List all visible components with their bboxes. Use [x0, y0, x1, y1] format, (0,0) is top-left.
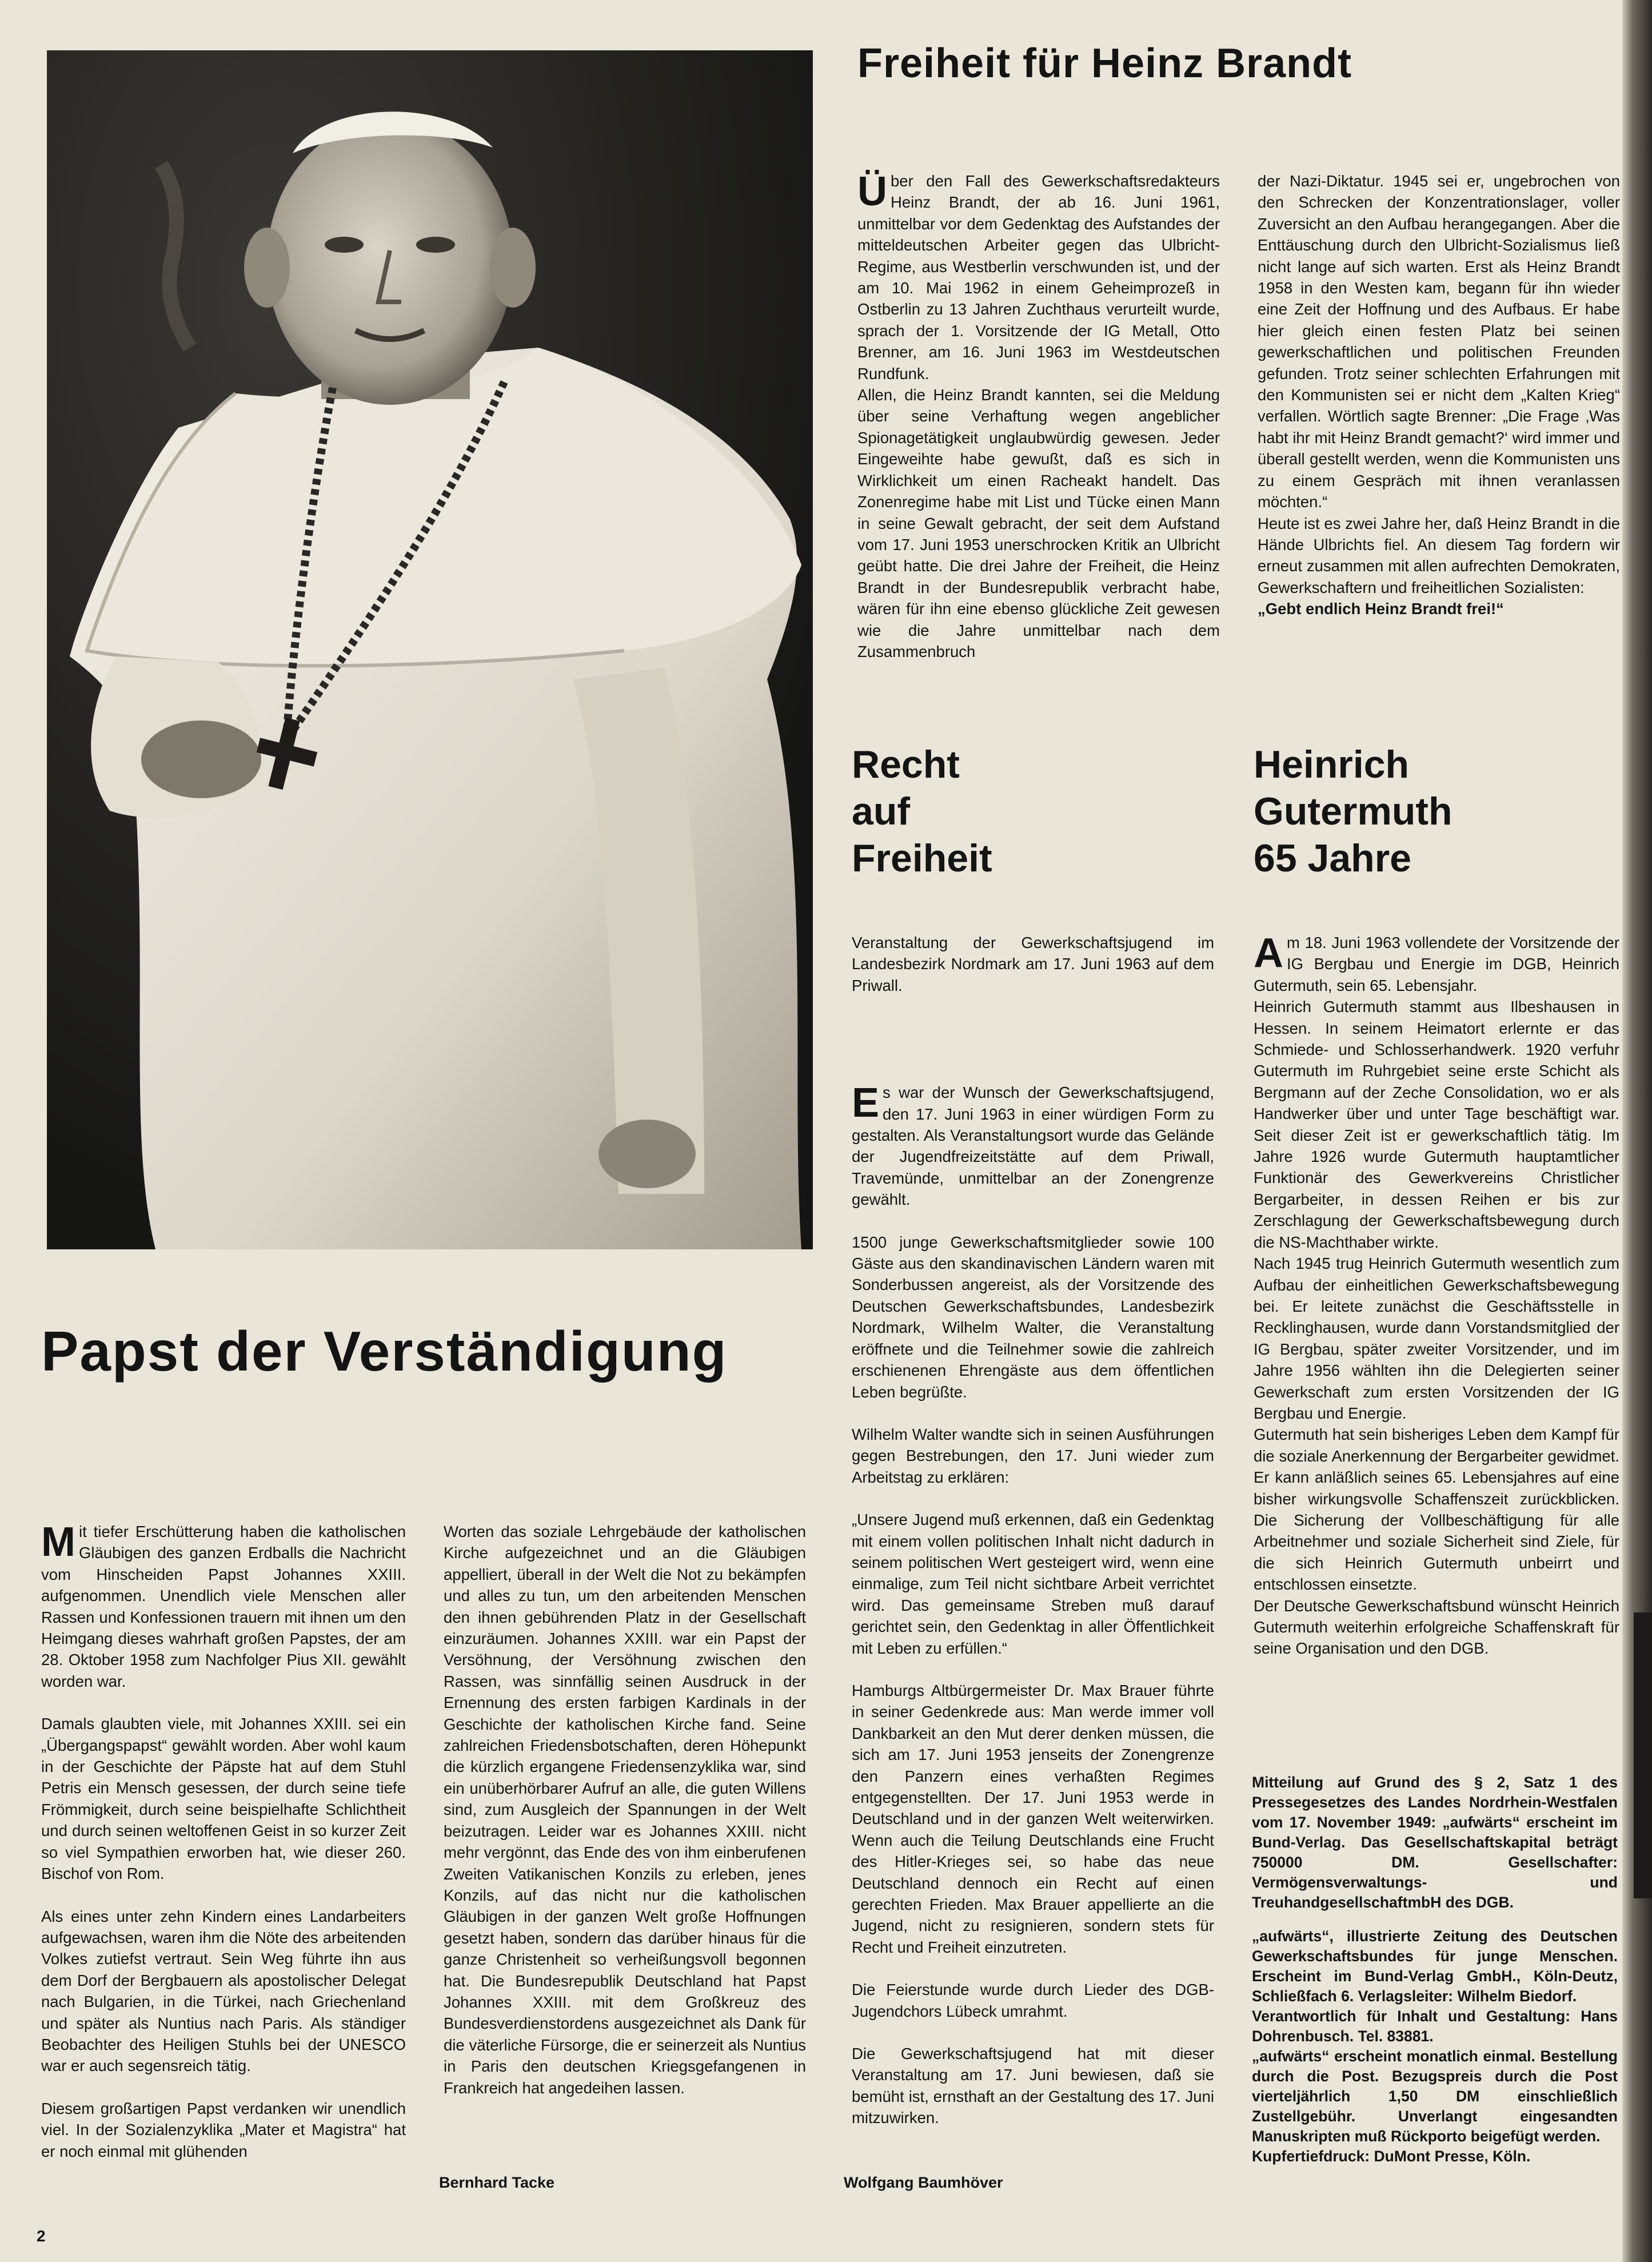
papst-paragraph-1: it tiefer Erschütterung haben die katholischen Gläubigen des ganzen Erdballs die Nachricht vom Hinscheiden Papst Johannes XXIII. aufgenommen. Unendlich viele Menschen aller Rassen und Konfessionen trauern mit ihnen um den Heimgang dieses wahrhaft großen Papstes, der am 28. Oktober 1958 zum Nachfolger Pius XII. gewählt worden war. — [41, 1523, 406, 1690]
title-line: Freiheit — [852, 837, 992, 880]
article-title-brandt: Freiheit für Heinz Brandt — [857, 41, 1352, 86]
papst-paragraph-5: Worten das soziale Lehrgebäude der katholischen Kirche aufgezeichnet und an die Gläubigen appelliert, überall in der Welt die Not zu bekämpfen und alles zu tun, um den arbeitenden Menschen den ihnen gebührenden Platz in der Gesellschaft einzuräumen. Johannes XXIII. war ein Papst der Versöhnung, der Versöhnung zwischen den Rassen, was sinnfällig seinen Ausdruck in der Ernennung des ersten farbigen Kardinals in der Geschichte der katholischen Kirche fand. Seine zahlreichen Friedensbotschaften, deren Höhepunkt die kürzlich ergangene Friedensenzyklika war, sind ein unüberhörbarer Aufruf an alle, die guten Willens sind, zum Ausgleich der Spannungen in der Welt beizutragen. Leider war es Johannes XXIII. nicht mehr vergönnt, das Ende des von ihm einberufenen Zweiten Vatikanischen Konzils zu erleben, jenes Konzils, auf das nicht nur die katholischen Gläubigen in der ganzen Welt große Hoffnungen gesetzt haben, sondern das darüber hinaus für die ganze Christenheit so verheißungsvoll begonnen hat. Die Bundesrepublik Deutschland hat Papst Johannes XXIII. mit dem Großkreuz des Bundesverdienstordens ausgezeichnet als Dank für die väterliche Fürsorge, die er seinerzeit als Nuntius in Paris den deutschen Kriegsgefangenen in Frankreich hat angedeihen lassen. — [444, 1523, 806, 2097]
recht-paragraph-4: „Unsere Jugend muß erkennen, daß ein Gedenktag mit einem vollen politischen Inhalt nicht dadurch in seinem politischen Wert gesteigert wird, wenn eine einmalige, zum Teil nicht sichtbare Arbeit verrichtet wird. Das gemeinsame Streben muß darauf gerichtet sein, den Gedenktag in aller Öffentlichkeit mit Leben zu erfüllen.“ — [852, 1511, 1214, 1657]
gutermuth-paragraph-1: m 18. Juni 1963 vollendete der Vorsitzende der IG Bergbau und Energie im DGB, Heinrich Gutermuth, sein 65. Lebensjahr. — [1254, 934, 1619, 994]
papst-paragraph-2: Damals glaubten viele, mit Johannes XXIII. sei ein „Übergangspapst“ gewählt worden. Aber wohl kaum in der Geschichte der Päpste hat auf dem Stuhl Petris ein Mensch gesessen, der durch seine tiefe Frömmigkeit, durch seine beispielhafte Schlichtheit und durch seinen weltoffenen Geist in so kurzer Zeit so viel Sympathien erworben hat, wie dieser 260. Bischof von Rom. — [41, 1715, 406, 1883]
brandt-paragraph-1: ber den Fall des Gewerkschaftsredakteurs Heinz Brandt, der ab 16. Juni 1961, unmittelbar vor dem Gedenktag des Aufstandes der mitteldeutschen Arbeiter gegen das Ulbricht-Regime, aus Westberlin verschwunden ist, und der am 10. Mai 1962 in einem Geheimprozeß in Ostberlin zu 13 Jahren Zuchthaus verurteilt wurde, sprach der 1. Vorsitzende der IG Metall, Otto Brenner, am 16. Juni 1963 im Westdeutschen Rundfunk. — [857, 172, 1220, 383]
recht-paragraph-5: Hamburgs Altbürgermeister Dr. Max Brauer führte in seiner Gedenkrede aus: Man werde immer voll Dankbarkeit an den Mut derer denken müssen, die sich am 17. Juni 1953 jenseits der Zonengrenze den Panzern eines verhaßten Regimes entgegenstellten. Der 17. Juni 1953 werde in Deutschland und in der ganzen Welt weiterwirken. Wenn auch die Teilung Deutschlands eine Frucht des Hitler-Krieges sei, so habe das neue Deutschland dennoch ein Recht auf einen gerechten Frieden. Max Brauer appellierte an die Jugend, nicht zu resignieren, sondern stets für Recht und Freiheit einzutreten. — [852, 1681, 1214, 1956]
brandt-slogan: „Gebt endlich Heinz Brandt frei!“ — [1258, 600, 1504, 618]
papst-column-2 — [444, 1521, 806, 2098]
gutermuth-paragraph-3: Nach 1945 trug Heinrich Gutermuth wesentlich zum Aufbau der einheitlichen Gewerkschaftsbewegung bei. Er leitete zunächst die Geschäftsstelle in Recklinghausen, wurde dann Vorstandsmitglied der IG Bergbau, später zweiter Vorsitzender, und im Jahre 1956 wählten ihn die Delegierten seiner Gewerkschaft zum ersten Vorsitzenden der IG Bergbau und Energie. — [1254, 1255, 1619, 1422]
title-line: auf — [852, 790, 910, 833]
title-line: Recht — [852, 743, 960, 786]
imprint-box — [1252, 1773, 1618, 2167]
pope-portrait-photo — [47, 50, 813, 1249]
title-line: 65 Jahre — [1254, 837, 1411, 880]
recht-paragraph-2: 1500 junge Gewerkschaftsmitglieder sowie 100 Gäste aus den skandinavischen Ländern waren mit Sonderbussen angereist, als der Vorsitzende des Deutschen Gewerkschaftsbundes, Landesbezirk Nordmark, Wilhelm Walter, die Veranstaltung eröffnete und die Teilnehmer sowie die zahlreich erschienenen Ehrengäste aus dem öffentlichen Leben begrüßte. — [852, 1233, 1214, 1401]
dropcap: M — [41, 1519, 75, 1565]
recht-column — [852, 932, 1214, 2129]
dropcap: E — [852, 1080, 880, 1126]
imprint-publisher: „aufwärts“, illustrierte Zeitung des Deutschen Gewerkschaftsbundes für junge Menschen. Erscheint im Bund-Verlag GmbH., Köln-Deutz, Schließfach 6. Verlagsleiter: Wilhelm Biedorf. — [1252, 1928, 1618, 2005]
dropcap: Ü — [857, 169, 887, 214]
article-title-gutermuth — [1254, 741, 1453, 882]
title-line: Heinrich — [1254, 743, 1410, 786]
recht-paragraph-1: s war der Wunsch der Gewerkschaftsjugend, den 17. Juni 1963 in einer würdigen Form zu gestalten. Als Veranstaltungsort wurde das Gelände der Jugendfreizeitstätte auf dem Priwall, Travemünde, unmittelbar an der Zonengrenze gewählt. — [852, 1084, 1214, 1209]
page-gutter-edge — [1622, 0, 1652, 2262]
imprint-legal: Mitteilung auf Grund des § 2, Satz 1 des Pressegesetzes des Landes Nordrhein-Westfalen vom 17. November 1949: „aufwärts“ erscheint im Bund-Verlag. Das Gesellschaftskapital beträgt 750000 DM. Gesellschafter: Vermögensverwaltungs- und TreuhandgesellschaftmbH des DGB. — [1252, 1774, 1618, 1911]
papst-paragraph-4: Diesem großartigen Papst verdanken wir unendlich viel. In der Sozialenzyklika „Mater et Magistra“ hat er noch einmal mit glühenden — [41, 2099, 406, 2160]
brandt-paragraph-2: Allen, die Heinz Brandt kannten, sei die Meldung über seine Verhaftung wegen angeblicher Spionagetätigkeit unglaubwürdig gewesen. Jeder Eingeweihte habe gewußt, daß es sich in Wirklichkeit um einen Racheakt handelt. Das Zonenregime habe mit List und Tücke einen Mann in seine Gewalt gebracht, der seit dem Aufstand vom 17. Juni 1953 unerschrocken Kritik an Ulbricht geübt hatte. Die drei Jahre der Freiheit, die Heinz Brandt in der Bundesrepublik verbracht habe, wären für ihn eine ebenso glückliche Zeit gewesen wie die Jahre unmittelbar nach dem Zusammenbruch — [857, 386, 1220, 660]
page-number: 2 — [37, 2227, 46, 2245]
brandt-paragraph-4: Heute ist es zwei Jahre her, daß Heinz Brandt in die Hände Ulbrichts fiel. An diesem Tag fordern wir erneut zusammen mit allen aufrechten Demokraten, Gewerkschaftern und freiheitlichen Sozialisten: — [1258, 514, 1620, 596]
gutermuth-column — [1254, 932, 1619, 1659]
article-title-recht — [852, 741, 992, 882]
brandt-paragraph-3: der Nazi-Diktatur. 1945 sei er, ungebrochen von den Schrecken der Konzentrationslager, voller Zuversicht an den Aufbau herangegangen. Aber die Enttäuschung durch den Ulbricht-Sozialismus ließ nicht lange auf sich warten. Erst als Heinz Brandt 1958 in den Westen kam, begann für ihn wieder eine Zeit der Hoffnung und des Aufbaus. Er habe hier gleich einen festen Platz bei seinen gewerkschaftlichen und politischen Freunden gefunden. Trotz seiner schlechten Erfahrungen mit den Kommunisten sei er nicht dem „Kalten Krieg“ verfallen. Wörtlich sagte Brenner: „Die Frage ‚Was habt ihr mit Heinz Brandt gemacht?‘ wird immer und überall gestellt werden, wenn die Kommunisten uns zu einem Gespräch mit ihnen veranlassen möchten.“ — [1258, 172, 1620, 511]
recht-paragraph-3: Wilhelm Walter wandte sich in seinen Ausführungen gegen Bestrebungen, den 17. Juni wieder zum Arbeitstag zu erklären: — [852, 1425, 1214, 1486]
imprint-subscription: „aufwärts“ erscheint monatlich einmal. Bestellung durch die Post. Bezugspreis durch die Post vierteljährlich 1,50 DM einschließlich Zustellgebühr. Unverlangt eingesandten Manuskripten muß Rückporto beigefügt werden. — [1252, 2048, 1618, 2145]
adjacent-page-image-edge — [1634, 1612, 1652, 1898]
brandt-column-1 — [857, 170, 1220, 662]
dropcap: A — [1254, 930, 1283, 976]
recht-lead: Veranstaltung der Gewerkschaftsjugend im Landesbezirk Nordmark am 17. Juni 1963 auf dem Priwall. — [852, 934, 1214, 994]
brandt-column-2 — [1258, 170, 1620, 620]
author-tacke: Bernhard Tacke — [439, 2174, 555, 2191]
title-line: Gutermuth — [1254, 790, 1453, 833]
gutermuth-paragraph-2: Heinrich Gutermuth stammt aus Ilbeshausen in Hessen. In seinem Heimatort erlernte er das Schmiede- und Schlosserhandwerk. 1920 verfuhr Gutermuth im Ruhrgebiet seine erste Schicht als Bergmann auf der Zeche Consolidation, wo er als Handwerker über und unter Tage beschäftigt war. Seit dieser Zeit ist er gewerkschaftlich tätig. Im Jahre 1926 wurde Gutermuth hauptamtlicher Funktionär des Gewerkvereins Christlicher Bergarbeiter, in dessen Reihen er bis zur Zerschlagung der Gewerkschaftsbewegung durch die NS-Machthaber wirkte. — [1254, 998, 1619, 1251]
gutermuth-paragraph-5: Der Deutsche Gewerkschaftsbund wünscht Heinrich Gutermuth weiterhin erfolgreiche Schaffenskraft für seine Organisation und den DGB. — [1254, 1596, 1619, 1658]
imprint-editor: Verantwortlich für Inhalt und Gestaltung: Hans Dohrenbusch. Tel. 83881. — [1252, 2008, 1618, 2045]
imprint-printer: Kupfertiefdruck: DuMont Presse, Köln. — [1252, 2148, 1531, 2165]
papst-paragraph-3: Als eines unter zehn Kindern eines Landarbeiters aufgewachsen, waren ihm die Nöte des arbeitenden Volkes zutiefst vertraut. Sein Weg führte ihn aus dem Dorf der Bergbauern als apostolischer Delegat nach Bulgarien, in die Türkei, nach Griechenland und später als Nuntius nach Paris. Als ständiger Beobachter des Heiligen Stuhls bei der UNESCO war er auch segensreich tätig. — [41, 1907, 406, 2075]
recht-paragraph-6: Die Feierstunde wurde durch Lieder des DGB-Jugendchors Lübeck umrahmt. — [852, 1981, 1214, 2020]
recht-paragraph-7: Die Gewerkschaftsjugend hat mit dieser Veranstaltung am 17. Juni bewiesen, daß sie bemüht ist, ernsthaft an der Gestaltung des 17. Juni mitzuwirken. — [852, 2045, 1214, 2127]
article-title-papst: Papst der Verständigung — [41, 1320, 728, 1383]
author-baumhoever: Wolfgang Baumhöver — [844, 2174, 1003, 2191]
gutermuth-paragraph-4: Gutermuth hat sein bisheriges Leben dem Kampf für die soziale Anerkennung der Bergarbeiter gewidmet. Er kann anläßlich seines 65. Lebensjahres auf eine bisher wirkungsvolle Schaffenszeit zurückblicken. Die Sicherung der Vollbeschäftigung für alle Arbeitnehmer und soziale Sicherheit sind Ziele, für die sich Heinrich Gutermuth unbeirrt und entschlossen einsetzte. — [1254, 1425, 1619, 1594]
papst-column-1 — [41, 1521, 406, 2162]
